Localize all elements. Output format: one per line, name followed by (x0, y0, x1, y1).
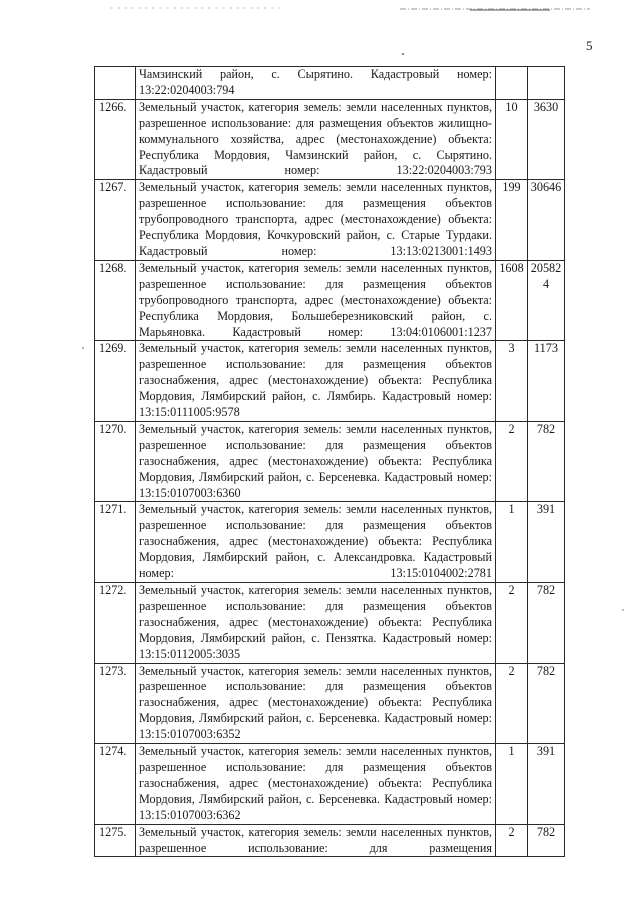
row-description-cell: Чамзинский район, с. Сырятино. Кадастровый номер: 13:22:0204003:794 (136, 67, 496, 100)
row-value-b-cell: 782 (528, 421, 565, 502)
table-row (95, 180, 565, 261)
row-value-a-cell: 3 (496, 341, 528, 422)
row-value-b-cell: 205824 (528, 260, 565, 341)
scan-speck (82, 347, 84, 349)
row-description-cell: Земельный участок, категория земель: земли населенных пунктов, разрешенное использование: для размещения объектов газоснабжения, адрес (местонахождение) объекта: Республика Мордовия, Лямбирский район, с. Пензятка. Кадастровый номер: 13:15:0112005:3035 (136, 583, 496, 664)
row-number-cell: 1267. (95, 180, 136, 261)
row-value-a-cell (496, 67, 528, 100)
scan-artifact-top (110, 6, 590, 12)
row-value-a-cell: 2 (496, 824, 528, 857)
row-value-b-cell: 30646 (528, 180, 565, 261)
land-plots-table (94, 66, 565, 857)
row-number-cell: 1271. (95, 502, 136, 583)
row-number-cell (95, 67, 136, 100)
scan-speck (402, 53, 404, 55)
row-value-a-cell: 199 (496, 180, 528, 261)
scan-speck (622, 609, 624, 611)
row-description-cell: Земельный участок, категория земель: земли населенных пунктов, разрешенное использование: для размещения объектов трубопроводного транспорта, адрес (местонахождение) объекта: Республика Мордовия, Кочкуровский район, с. Старые Турдаки. Кадастровый номер: 13:13:0213001:1493 (136, 180, 496, 261)
row-number-cell: 1274. (95, 744, 136, 825)
table-row (95, 744, 565, 825)
row-value-a-cell: 1608 (496, 260, 528, 341)
row-value-b-cell: 3630 (528, 99, 565, 180)
row-description-cell: Земельный участок, категория земель: земли населенных пунктов, разрешенное использование: для размещения объектов газоснабжения, адрес (местонахождение) объекта: Республика Мордовия, Лямбирский район, с. Берсеневка. Кадастровый номер: 13:15:0107003:6360 (136, 421, 496, 502)
row-number-cell: 1266. (95, 99, 136, 180)
table-row (95, 99, 565, 180)
row-number-cell: 1269. (95, 341, 136, 422)
table-row (95, 260, 565, 341)
row-value-a-cell: 1 (496, 744, 528, 825)
row-value-b-cell: 782 (528, 583, 565, 664)
row-number-cell: 1270. (95, 421, 136, 502)
table-row (95, 502, 565, 583)
table-row (95, 67, 565, 100)
table-row (95, 663, 565, 744)
row-value-b-cell: 391 (528, 744, 565, 825)
table-row (95, 583, 565, 664)
row-value-a-cell: 2 (496, 583, 528, 664)
row-value-b-cell: 1173 (528, 341, 565, 422)
row-value-b-cell (528, 67, 565, 100)
row-description-cell: Земельный участок, категория земель: земли населенных пунктов, разрешенное использование: для размещения объектов газоснабжения, адрес (местонахождение) объекта: Республика Мордовия, Лямбирский район, с. Берсеневка. Кадастровый номер: 13:15:0107003:6362 (136, 744, 496, 825)
row-value-a-cell: 2 (496, 421, 528, 502)
table-row (95, 341, 565, 422)
row-description-cell: Земельный участок, категория земель: земли населенных пунктов, разрешенное использование: для размещения объектов газоснабжения, адрес (местонахождение) объекта: Республика Мордовия, Лямбирский район, с. Александровка. Кадастровый номер: 13:15:0104002:2781 (136, 502, 496, 583)
row-number-cell: 1273. (95, 663, 136, 744)
row-description-cell: Земельный участок, категория земель: земли населенных пунктов, разрешенное использование: для размещения объектов жилищно-коммунального хозяйства, адрес (местонахождение) объекта: Республика Мордовия, Чамзинский район, с. Сырятино. Кадастровый номер: 13:22:0204003:793 (136, 99, 496, 180)
row-value-b-cell: 391 (528, 502, 565, 583)
row-number-cell: 1275. (95, 824, 136, 857)
row-description-cell: Земельный участок, категория земель: земли населенных пунктов, разрешенное использование: для размещения объектов газоснабжения, адрес (местонахождение) объекта: Республика Мордовия, Лямбирский район, с. Лямбирь. Кадастровый номер: 13:15:0111005:9578 (136, 341, 496, 422)
row-value-a-cell: 2 (496, 663, 528, 744)
row-description-cell: Земельный участок, категория земель: земли населенных пунктов, разрешенное использование: для размещения объектов газоснабжения, адрес (местонахождение) объекта: Республика Мордовия, Лямбирский район, с. Берсеневка. Кадастровый номер: 13:15:0107003:6352 (136, 663, 496, 744)
page-number: 5 (586, 38, 593, 53)
row-value-b-cell: 782 (528, 663, 565, 744)
row-value-b-cell: 782 (528, 824, 565, 857)
row-description-cell: Земельный участок, категория земель: земли населенных пунктов, разрешенное использование: для размещения объектов трубопроводного транспорта, адрес (местонахождение) объекта: Республика Мордовия, Большеберезниковский район, с. Марьяновка. Кадастровый номер: 13:04:0106001:1237 (136, 260, 496, 341)
row-description-cell: Земельный участок, категория земель: земли населенных пунктов, разрешенное использование: для размещения (136, 824, 496, 857)
row-number-cell: 1272. (95, 583, 136, 664)
row-value-a-cell: 1 (496, 502, 528, 583)
row-value-a-cell: 10 (496, 99, 528, 180)
table-row (95, 421, 565, 502)
table-row (95, 824, 565, 857)
row-number-cell: 1268. (95, 260, 136, 341)
